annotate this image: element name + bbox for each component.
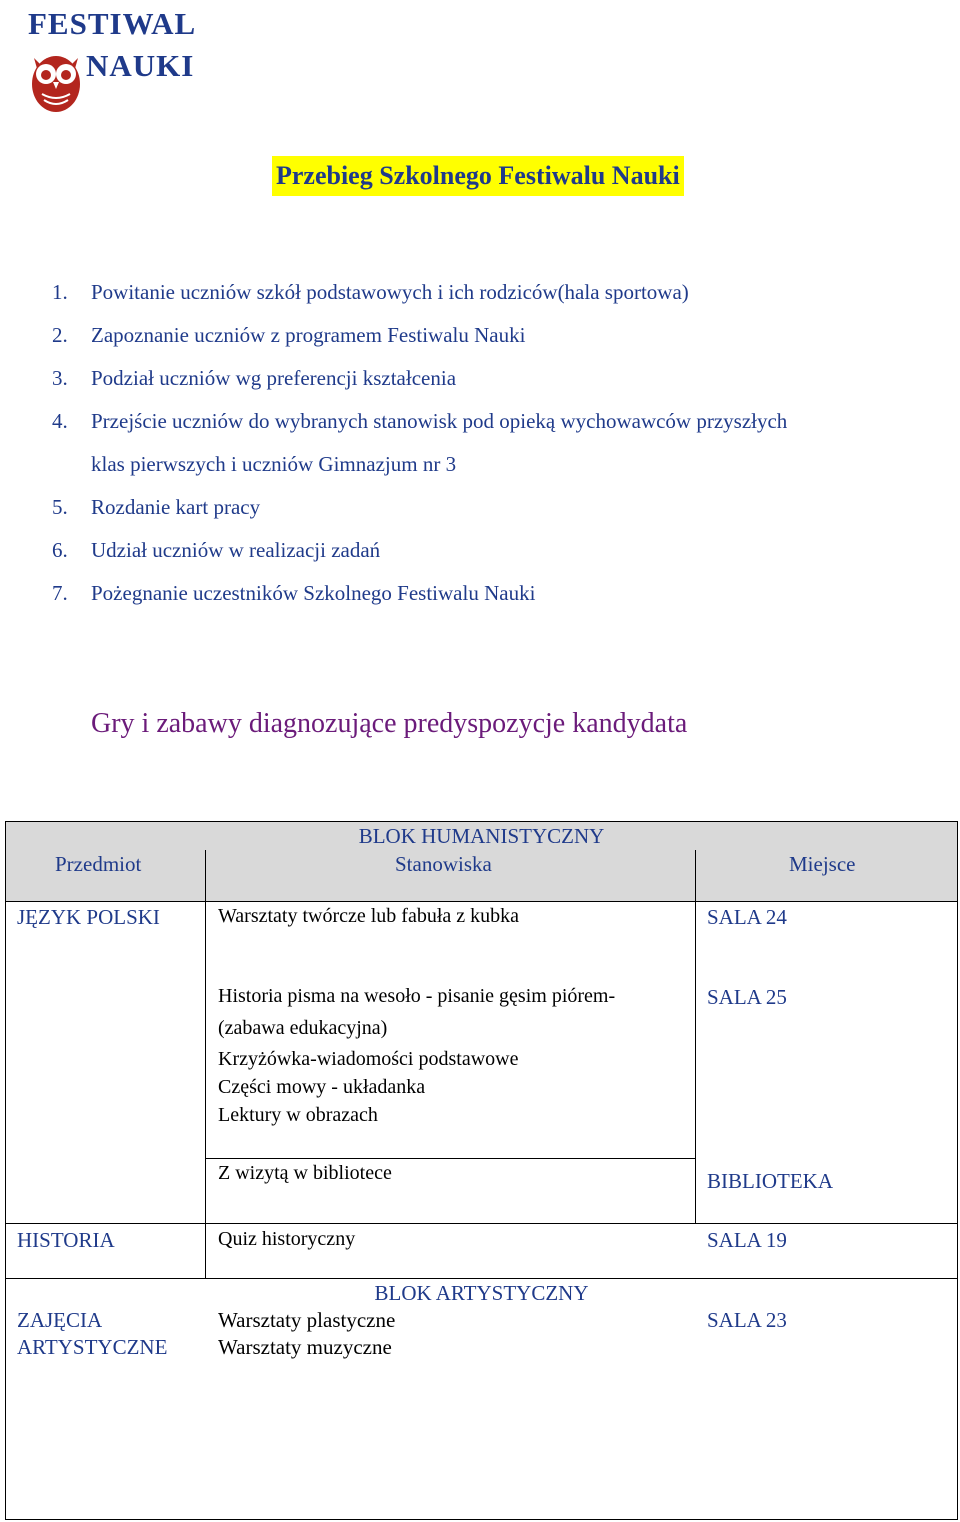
station-polish-1: Warsztaty twórcze lub fabuła z kubka — [218, 905, 520, 927]
list-item-number: 1. — [52, 280, 68, 304]
table-divider — [6, 1278, 957, 1279]
list-item-number: 5. — [52, 495, 68, 519]
table-divider — [695, 850, 696, 901]
table-divider — [205, 850, 206, 901]
block-artistic-heading: BLOK ARTYSTYCZNY — [374, 1281, 589, 1305]
station-polish-2-line5: Lektury w obrazach — [218, 1104, 378, 1126]
column-header-place: Miejsce — [789, 852, 856, 876]
list-item-text: Zapoznanie uczniów z programem Festiwalu Nauki — [91, 323, 526, 347]
list-item-text: Rozdanie kart pracy — [91, 495, 261, 519]
place-sala-25: SALA 25 — [707, 985, 787, 1009]
table-divider — [6, 901, 957, 902]
subject-polish: JĘZYK POLSKI — [17, 905, 160, 929]
table-divider — [205, 1158, 695, 1159]
list-item-number: 3. — [52, 366, 68, 390]
list-item-text: klas pierwszych i uczniów Gimnazjum nr 3 — [91, 452, 457, 476]
table-divider — [205, 901, 206, 1278]
station-polish-2-line3: Krzyżówka-wiadomości podstawowe — [218, 1048, 519, 1070]
list-item-text: Udział uczniów w realizacji zadań — [91, 538, 381, 562]
logo-line-nauki: NAUKI — [86, 48, 195, 83]
list-item-number: 6. — [52, 538, 68, 562]
station-history: Quiz historyczny — [218, 1228, 356, 1250]
station-art-line2: Warsztaty muzyczne — [218, 1335, 392, 1359]
station-polish-3: Z wizytą w bibliotece — [218, 1162, 392, 1184]
schedule-table — [5, 821, 958, 1520]
festiwal-nauki-logo — [24, 6, 224, 116]
logo-line-festiwal: FESTIWAL — [28, 6, 197, 41]
owl-icon — [24, 42, 88, 114]
list-item-number: 7. — [52, 581, 68, 605]
column-header-subject: Przedmiot — [55, 852, 142, 876]
place-sala-23: SALA 23 — [707, 1308, 787, 1332]
list-item-number: 2. — [52, 323, 68, 347]
station-polish-2-line4: Części mowy - układanka — [218, 1076, 426, 1098]
list-item-text: Przejście uczniów do wybranych stanowisk pod opieką wychowawców przyszłych — [91, 409, 788, 433]
list-item-text: Podział uczniów wg preferencji kształcenia — [91, 366, 457, 390]
section-subtitle: Gry i zabawy diagnozujące predyspozycje kandydata — [91, 708, 688, 739]
table-divider — [6, 1223, 957, 1224]
place-sala-24: SALA 24 — [707, 905, 787, 929]
station-polish-2-line1: Historia pisma na wesoło - pisanie gęsim piórem- — [218, 985, 616, 1007]
station-polish-2-line2: (zabawa edukacyjna) — [218, 1017, 388, 1039]
title-wrapper — [272, 156, 684, 196]
list-item-text: Powitanie uczniów szkół podstawowych i ich rodziców(hala sportowa) — [91, 280, 689, 304]
place-biblioteka: BIBLIOTEKA — [707, 1169, 833, 1193]
place-sala-19: SALA 19 — [707, 1228, 787, 1252]
page-title: Przebieg Szkolnego Festiwalu Nauki — [272, 156, 684, 196]
subject-art-line2: ARTYSTYCZNE — [17, 1335, 168, 1359]
subject-history: HISTORIA — [17, 1228, 115, 1252]
list-item-number: 4. — [52, 409, 68, 433]
column-header-stations: Stanowiska — [395, 852, 492, 876]
subject-art-line1: ZAJĘCIA — [17, 1308, 103, 1332]
station-art-line1: Warsztaty plastyczne — [218, 1308, 396, 1332]
block-humanistic-heading: BLOK HUMANISTYCZNY — [358, 824, 605, 848]
table-divider — [695, 901, 696, 1224]
list-item-text: Pożegnanie uczestników Szkolnego Festiwalu Nauki — [91, 581, 536, 605]
